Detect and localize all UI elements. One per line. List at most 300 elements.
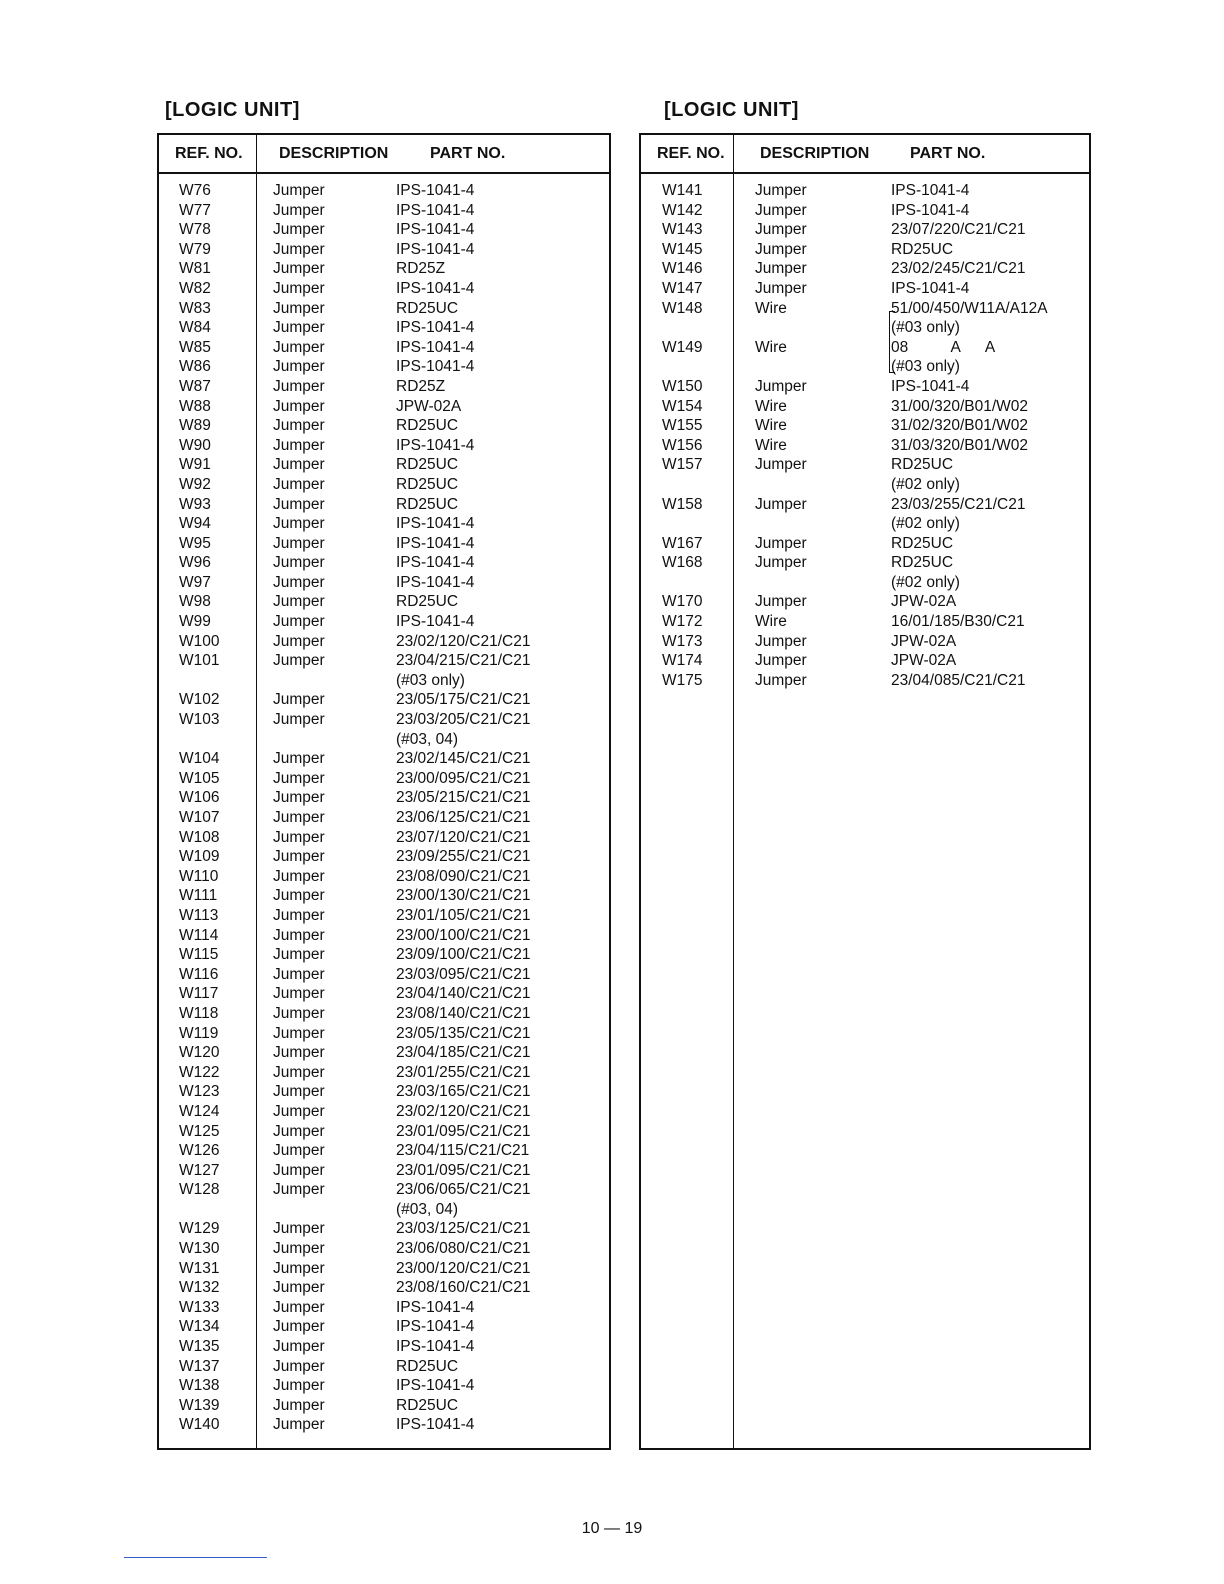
part-no-cell: RD25UC [396,495,459,513]
table-row [159,965,609,985]
w148-w149-bracket [889,311,895,373]
ref-no-cell: W93 [179,495,211,513]
part-no-cell: 23/00/100/C21/C21 [396,926,531,944]
description-cell: Jumper [273,946,325,964]
part-no-cell: RD25Z [396,377,446,395]
ref-no-cell: W117 [179,985,219,1003]
description-cell: Jumper [273,926,325,944]
description-cell: Jumper [755,240,807,258]
part-no-cell: IPS-1041-4 [396,613,475,631]
description-cell: Jumper [273,279,325,297]
table-row [159,730,609,750]
part-no-cell: 23/04/115/C21/C21 [396,1142,530,1160]
ref-no-cell: W175 [662,671,703,689]
description-cell: Jumper [273,1298,325,1316]
part-no-cell: 23/00/130/C21/C21 [396,887,531,905]
ref-no-cell: W174 [662,652,703,670]
left-table-header [159,135,609,174]
part-no-cell: 23/01/255/C21/C21 [396,1063,531,1081]
table-row [159,475,609,495]
description-cell: Jumper [273,1338,325,1356]
description-cell: Jumper [273,1377,325,1395]
description-cell: Jumper [273,358,325,376]
table-row [159,553,609,573]
description-cell: Jumper [273,789,325,807]
part-no-cell: IPS-1041-4 [396,534,475,552]
table-row [159,867,609,887]
part-no-cell: 23/06/080/C21/C21 [396,1240,531,1258]
description-header: DESCRIPTION [760,145,870,162]
description-cell: Jumper [273,201,325,219]
description-cell: Jumper [273,1063,325,1081]
table-row [159,808,609,828]
description-cell: Jumper [273,1259,325,1277]
description-cell: Jumper [273,573,325,591]
ref-no-cell: W115 [179,946,219,964]
table-row [159,984,609,1004]
part-no-cell: RD25UC [396,456,459,474]
part-no-cell: 23/02/245/C21/C21 [891,260,1026,278]
ref-no-cell: W145 [662,240,703,258]
table-row [159,338,609,358]
table-row [159,1024,609,1044]
part-no-cell: IPS-1041-4 [396,1338,475,1356]
part-no-cell: 23/05/135/C21/C21 [396,1024,531,1042]
ref-no-cell: W86 [179,358,211,376]
description-cell: Jumper [273,1357,325,1375]
description-cell: Jumper [273,632,325,650]
ref-no-cell: W110 [179,867,219,885]
ref-no-cell: W140 [179,1416,220,1434]
table-row [641,279,1089,299]
table-row [641,495,1089,515]
table-row [641,612,1089,632]
table-row [159,455,609,475]
ref-no-cell: W156 [662,436,703,454]
table-row [159,769,609,789]
ref-no-cell: W172 [662,613,703,631]
table-row [159,377,609,397]
ref-no-cell: W154 [662,397,703,415]
part-no-cell: RD25UC [396,1396,459,1414]
description-cell: Jumper [755,279,807,297]
ref-no-cell: W119 [179,1024,219,1042]
ref-no-cell: W125 [179,1122,220,1140]
table-row [159,220,609,240]
table-row [159,514,609,534]
ref-no-cell: W155 [662,417,703,435]
ref-no-cell: W134 [179,1318,220,1336]
ref-no-cell: W170 [662,593,703,611]
description-cell: Jumper [273,240,325,258]
ref-no-cell: W90 [179,436,211,454]
table-row [159,240,609,260]
part-no-cell: 31/03/320/B01/W02 [891,436,1029,454]
description-cell: Jumper [273,887,325,905]
table-row [641,259,1089,279]
table-row [641,475,1089,495]
table-row [159,1415,609,1435]
part-no-cell: RD25UC [396,475,459,493]
ref-no-cell: W83 [179,299,211,317]
part-no-cell: IPS-1041-4 [396,338,475,356]
ref-no-cell: W76 [179,182,211,199]
description-cell: Jumper [273,1122,325,1140]
description-cell: Jumper [755,671,807,689]
table-row [159,926,609,946]
part-no-cell: (#03 only) [891,319,960,337]
part-no-cell: 23/06/065/C21/C21 [396,1181,531,1199]
table-row [159,1102,609,1122]
ref-no-cell: W129 [179,1220,220,1238]
table-row [159,1376,609,1396]
table-row [159,1004,609,1024]
table-row [159,710,609,730]
part-no-cell: IPS-1041-4 [891,201,970,219]
description-cell: Jumper [273,985,325,1003]
part-no-cell: 23/06/125/C21/C21 [396,809,531,826]
ref-no-cell: W88 [179,397,211,415]
part-no-cell: 23/02/145/C21/C21 [396,750,531,768]
ref-no-cell: W122 [179,1063,220,1081]
part-no-cell: RD25UC [396,417,459,435]
part-no-cell: IPS-1041-4 [396,1318,475,1336]
table-row [159,1200,609,1220]
table-row [159,788,609,808]
table-row [159,201,609,221]
part-no-cell: IPS-1041-4 [396,436,475,454]
table-row [641,318,1089,338]
table-row [159,945,609,965]
table-row [159,573,609,593]
ref-no-cell: W146 [662,260,703,278]
table-row [159,632,609,652]
table-row [641,299,1089,319]
ref-no-cell: W97 [179,573,211,591]
part-no-cell: RD25UC [891,534,954,552]
table-row [641,397,1089,417]
part-no-cell: 23/05/175/C21/C21 [396,691,531,709]
ref-no-cell: W96 [179,554,211,572]
part-no-cell: 23/08/140/C21/C21 [396,1004,531,1022]
part-no-cell: IPS-1041-4 [396,515,475,533]
ref-no-cell: W111 [179,887,218,905]
table-row [159,397,609,417]
table-row [159,534,609,554]
description-cell: Jumper [755,221,807,239]
part-no-cell: 23/09/255/C21/C21 [396,848,531,866]
ref-no-cell: W98 [179,593,211,611]
ref-no-cell: W158 [662,495,703,513]
description-cell: Jumper [273,1083,325,1101]
left-parts-table [157,133,611,1450]
description-cell: Jumper [755,495,807,513]
part-no-cell: (#03, 04) [396,730,459,748]
part-no-cell: IPS-1041-4 [396,573,475,591]
part-no-cell: 23/05/215/C21/C21 [396,789,531,807]
description-cell: Jumper [273,1220,325,1238]
ref-no-cell: W95 [179,534,211,552]
ref-no-cell: W167 [662,534,703,552]
description-cell: Jumper [273,221,325,239]
description-cell: Jumper [273,475,325,493]
table-row [641,338,1089,358]
part-no-cell: (#02 only) [891,475,960,493]
description-cell: Jumper [755,554,807,572]
description-cell: Jumper [273,1161,325,1179]
description-cell: Jumper [273,534,325,552]
ref-no-cell: W173 [662,632,703,650]
ref-no-cell: W94 [179,515,211,533]
table-row [641,436,1089,456]
description-cell: Jumper [273,906,325,924]
part-no-cell: RD25UC [891,554,954,572]
ref-no-cell: W103 [179,711,220,729]
ref-no-cell: W89 [179,417,211,435]
description-cell: Jumper [273,828,325,846]
ref-no-header: REF. NO. [657,145,725,162]
part-no-cell: IPS-1041-4 [396,1298,475,1316]
ref-no-cell: W142 [662,201,703,219]
description-cell: Jumper [273,417,325,435]
description-cell: Jumper [273,182,325,199]
ref-no-cell: W133 [179,1298,220,1316]
part-no-cell: 23/01/105/C21/C21 [396,906,531,924]
table-row [641,592,1089,612]
part-no-cell: 23/07/120/C21/C21 [396,828,531,846]
ref-no-cell: W147 [662,279,703,297]
table-row [159,886,609,906]
page-number: 10 — 19 [581,1520,643,1537]
description-cell: Jumper [755,632,807,650]
description-cell: Jumper [273,769,325,787]
description-cell: Jumper [273,554,325,572]
table-row [159,828,609,848]
table-row [641,416,1089,436]
table-row [159,318,609,338]
part-no-cell: 23/01/095/C21/C21 [396,1122,531,1140]
ref-no-cell: W148 [662,299,703,317]
ref-no-cell: W150 [662,377,703,395]
ref-no-cell: W79 [179,240,211,258]
ref-no-cell: W141 [662,182,703,199]
description-cell: Wire [755,397,787,415]
part-no-cell: 51/00/450/W11A/A12A [891,299,1048,317]
part-no-cell: IPS-1041-4 [396,201,475,219]
part-no-cell: 31/02/320/B01/W02 [891,417,1029,435]
part-no-cell: JPW-02A [891,593,957,611]
ref-no-cell: W131 [179,1259,220,1277]
ref-no-cell: W99 [179,613,211,631]
table-row [159,651,609,671]
table-row [641,201,1089,221]
part-no-cell: RD25UC [396,299,459,317]
table-row [159,299,609,319]
ref-no-cell: W135 [179,1338,220,1356]
right-table-title: [LOGIC UNIT] [664,99,799,121]
description-cell: Wire [755,417,787,435]
description-cell: Jumper [273,1416,325,1434]
description-cell: Jumper [755,456,807,474]
description-cell: Wire [755,299,787,317]
table-row [159,279,609,299]
part-no-cell: (#02 only) [891,573,960,591]
ref-no-cell: W109 [179,848,220,866]
ref-no-cell: W77 [179,201,211,219]
description-cell: Wire [755,613,787,631]
description-cell: Jumper [273,397,325,415]
description-cell: Jumper [273,613,325,631]
part-no-cell: 08 A A [891,338,996,356]
part-no-cell: 23/03/125/C21/C21 [396,1220,531,1238]
description-cell: Jumper [755,534,807,552]
table-row [159,671,609,691]
ref-no-cell: W120 [179,1044,220,1062]
description-cell: Jumper [273,436,325,454]
part-no-cell: IPS-1041-4 [396,1377,475,1395]
table-row [159,1219,609,1239]
table-row [159,1337,609,1357]
part-no-cell: RD25UC [396,1357,459,1375]
table-row [641,181,1089,201]
part-no-cell: RD25UC [396,593,459,611]
description-cell: Jumper [273,691,325,709]
part-no-cell: 23/04/140/C21/C21 [396,985,531,1003]
ref-no-cell: W114 [179,926,219,944]
part-no-cell: 23/08/160/C21/C21 [396,1279,531,1297]
description-cell: Jumper [273,965,325,983]
ref-no-cell: W168 [662,554,703,572]
ref-no-cell: W126 [179,1142,220,1160]
part-no-cell: 31/00/320/B01/W02 [891,397,1029,415]
right-parts-table [639,133,1091,1450]
table-row [641,632,1089,652]
table-row [159,1063,609,1083]
ref-no-cell: W78 [179,221,211,239]
ref-no-cell: W100 [179,632,220,650]
part-no-cell: (#03 only) [891,358,960,376]
table-row [641,357,1089,377]
table-row [159,416,609,436]
description-cell: Jumper [755,652,807,670]
part-no-header: PART NO. [430,145,506,162]
table-row [159,1317,609,1337]
description-cell: Jumper [273,260,325,278]
description-cell: Wire [755,338,787,356]
table-row [159,1122,609,1142]
part-no-cell: JPW-02A [396,397,462,415]
table-row [159,1298,609,1318]
description-cell: Jumper [273,848,325,866]
description-cell: Jumper [273,1102,325,1120]
description-cell: Jumper [273,456,325,474]
right-table-body [641,181,1089,690]
part-no-cell: IPS-1041-4 [891,377,970,395]
ref-no-cell: W116 [179,965,219,983]
table-row [159,847,609,867]
part-no-cell: 23/02/120/C21/C21 [396,1102,531,1120]
part-no-cell: IPS-1041-4 [396,319,475,337]
ref-no-cell: W139 [179,1396,220,1414]
ref-no-cell: W106 [179,789,220,807]
description-cell: Jumper [273,867,325,885]
description-cell: Jumper [755,377,807,395]
ref-no-cell: W101 [179,652,220,670]
ref-no-cell: W107 [179,809,220,826]
description-cell: Jumper [273,750,325,768]
part-no-cell: IPS-1041-4 [891,279,970,297]
part-no-cell: JPW-02A [891,652,957,670]
ref-no-cell: W108 [179,828,220,846]
table-row [159,1357,609,1377]
ref-no-cell: W132 [179,1279,220,1297]
part-no-cell: 23/00/120/C21/C21 [396,1259,531,1277]
part-no-cell: 23/03/095/C21/C21 [396,965,531,983]
part-no-cell: 23/07/220/C21/C21 [891,221,1026,239]
table-row [159,181,609,201]
ref-no-cell: W143 [662,221,703,239]
ref-no-cell: W91 [179,456,211,474]
description-cell: Jumper [755,182,807,199]
part-no-cell: RD25UC [891,456,954,474]
part-no-cell: 23/03/165/C21/C21 [396,1083,531,1101]
part-no-cell: 16/01/185/B30/C21 [891,613,1025,631]
table-row [641,455,1089,475]
table-row [159,749,609,769]
table-row [159,1396,609,1416]
table-row [159,259,609,279]
description-cell: Jumper [755,593,807,611]
part-no-cell: IPS-1041-4 [396,279,475,297]
table-row [159,1239,609,1259]
ref-no-cell: W123 [179,1083,220,1101]
table-row [641,651,1089,671]
part-no-cell: 23/01/095/C21/C21 [396,1161,531,1179]
ref-no-cell: W105 [179,769,220,787]
table-row [159,357,609,377]
table-row [641,377,1089,397]
table-row [159,1278,609,1298]
description-cell: Jumper [273,593,325,611]
part-no-cell: 23/03/255/C21/C21 [891,495,1026,513]
description-cell: Jumper [273,1318,325,1336]
table-row [159,1141,609,1161]
description-cell: Jumper [273,1024,325,1042]
ref-no-cell: W118 [179,1004,219,1022]
table-row [159,592,609,612]
ref-no-cell: W138 [179,1377,220,1395]
description-cell: Jumper [273,495,325,513]
description-cell: Jumper [273,1004,325,1022]
part-no-cell: IPS-1041-4 [396,240,475,258]
table-row [641,534,1089,554]
description-cell: Jumper [755,260,807,278]
ref-no-cell: W137 [179,1357,220,1375]
ref-no-cell: W128 [179,1181,220,1199]
description-cell: Jumper [273,299,325,317]
part-no-cell: IPS-1041-4 [396,182,475,199]
part-no-cell: RD25UC [891,240,954,258]
part-no-cell: 23/09/100/C21/C21 [396,946,531,964]
table-row [641,671,1089,691]
description-cell: Jumper [273,1142,325,1160]
part-no-cell: 23/02/120/C21/C21 [396,632,531,650]
ref-no-cell: W102 [179,691,220,709]
table-row [159,612,609,632]
part-no-cell: (#03 only) [396,671,465,689]
part-no-cell: 23/00/095/C21/C21 [396,769,531,787]
part-no-cell: IPS-1041-4 [396,554,475,572]
